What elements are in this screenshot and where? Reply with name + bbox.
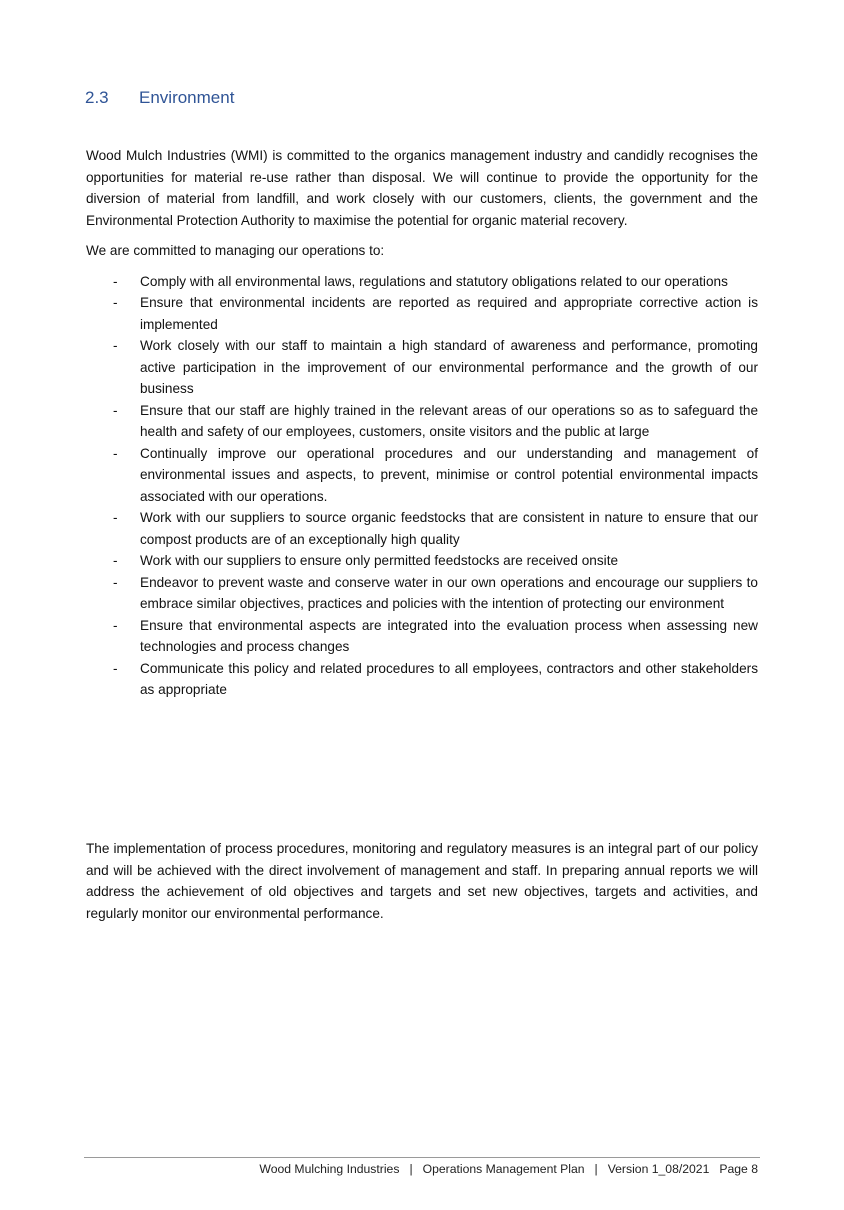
section-body [86,145,758,701]
footer-document-title: Operations Management Plan [422,1162,585,1176]
dash-marker: - [113,660,118,676]
footer-company: Wood Mulching Industries [259,1162,400,1176]
list-item-text: Endeavor to prevent waste and conserve water in our own operations and encourage our suppliers to embrace similar objectives, practices and policies with the intention of protecting our environment [140,574,758,611]
list-item [86,550,758,572]
list-item [86,615,758,658]
list-item-text: Communicate this policy and related procedures to all employees, contractors and other stakeholders as appropriate [140,660,758,697]
list-item-text: Ensure that environmental incidents are reported as required and appropriate corrective action is implemented [140,295,758,332]
section-number: 2.3 [85,88,109,107]
dash-marker: - [113,402,118,418]
list-item [86,658,758,701]
list-item-text: Comply with all environmental laws, regulations and statutory obligations related to our operations [140,273,728,289]
intro-paragraph: Wood Mulch Industries (WMI) is committed to the organics management industry and candidly recognises the opportunities for material re-use rather than disposal. We will continue to provide the opportunity for the diversion of material from landfill, and work closely with our customers, clients, the government and the Environmental Protection Authority to maximise the potential for organic material recovery. [86,148,758,228]
list-item-text: Continually improve our operational procedures and our understanding and management of environmental issues and aspects, to prevent, minimise or control potential environmental impacts associated with our operations. [140,445,758,504]
page-footer [259,1160,758,1178]
dash-marker: - [113,273,118,289]
footer-divider [84,1157,760,1158]
list-item-text: Work with our suppliers to ensure only permitted feedstocks are received onsite [140,553,619,568]
commitment-list [86,271,758,701]
list-item-text: Ensure that our staff are highly trained in the relevant areas of our operations so as to safeguard the health and safety of our employees, customers, onsite visitors and the public at large [140,402,758,439]
list-item [86,292,758,335]
dash-marker: - [113,510,118,525]
lead-in-paragraph: We are committed to managing our operations to: [86,243,385,258]
list-item [86,271,758,293]
list-item [86,572,758,615]
list-item-text: Ensure that environmental aspects are integrated into the evaluation process when assessing new technologies and process changes [140,617,758,654]
dash-marker: - [113,574,118,590]
list-item [86,335,758,400]
list-item [86,507,758,550]
section-title: Environment [139,88,235,107]
list-item [86,400,758,443]
footer-separator: | [409,1162,413,1176]
dash-marker: - [113,617,118,633]
dash-marker: - [113,445,118,461]
footer-version: Version 1_08/2021 [607,1162,710,1176]
list-item [86,443,758,508]
footer-page-number: Page 8 [719,1162,758,1176]
dash-marker: - [113,553,118,568]
list-item-text: Work closely with our staff to maintain a high standard of awareness and performance, promoting active participation in the improvement of our environmental performance and the growth of our business [140,338,758,396]
footer-separator: | [594,1162,598,1176]
dash-marker: - [113,338,118,353]
list-item-text: Work with our suppliers to source organic feedstocks that are consistent in nature to ensure that our compost products are of an exceptionally high quality [140,510,758,547]
dash-marker: - [113,295,118,310]
closing-paragraph: The implementation of process procedures, monitoring and regulatory measures is an integral part of our policy and will be achieved with the direct involvement of management and staff. In preparing annual reports we will address the achievement of old objectives and targets and set new objectives, targets and activities, and regularly monitor our environmental performance. [86,841,758,921]
section-heading [85,86,234,110]
